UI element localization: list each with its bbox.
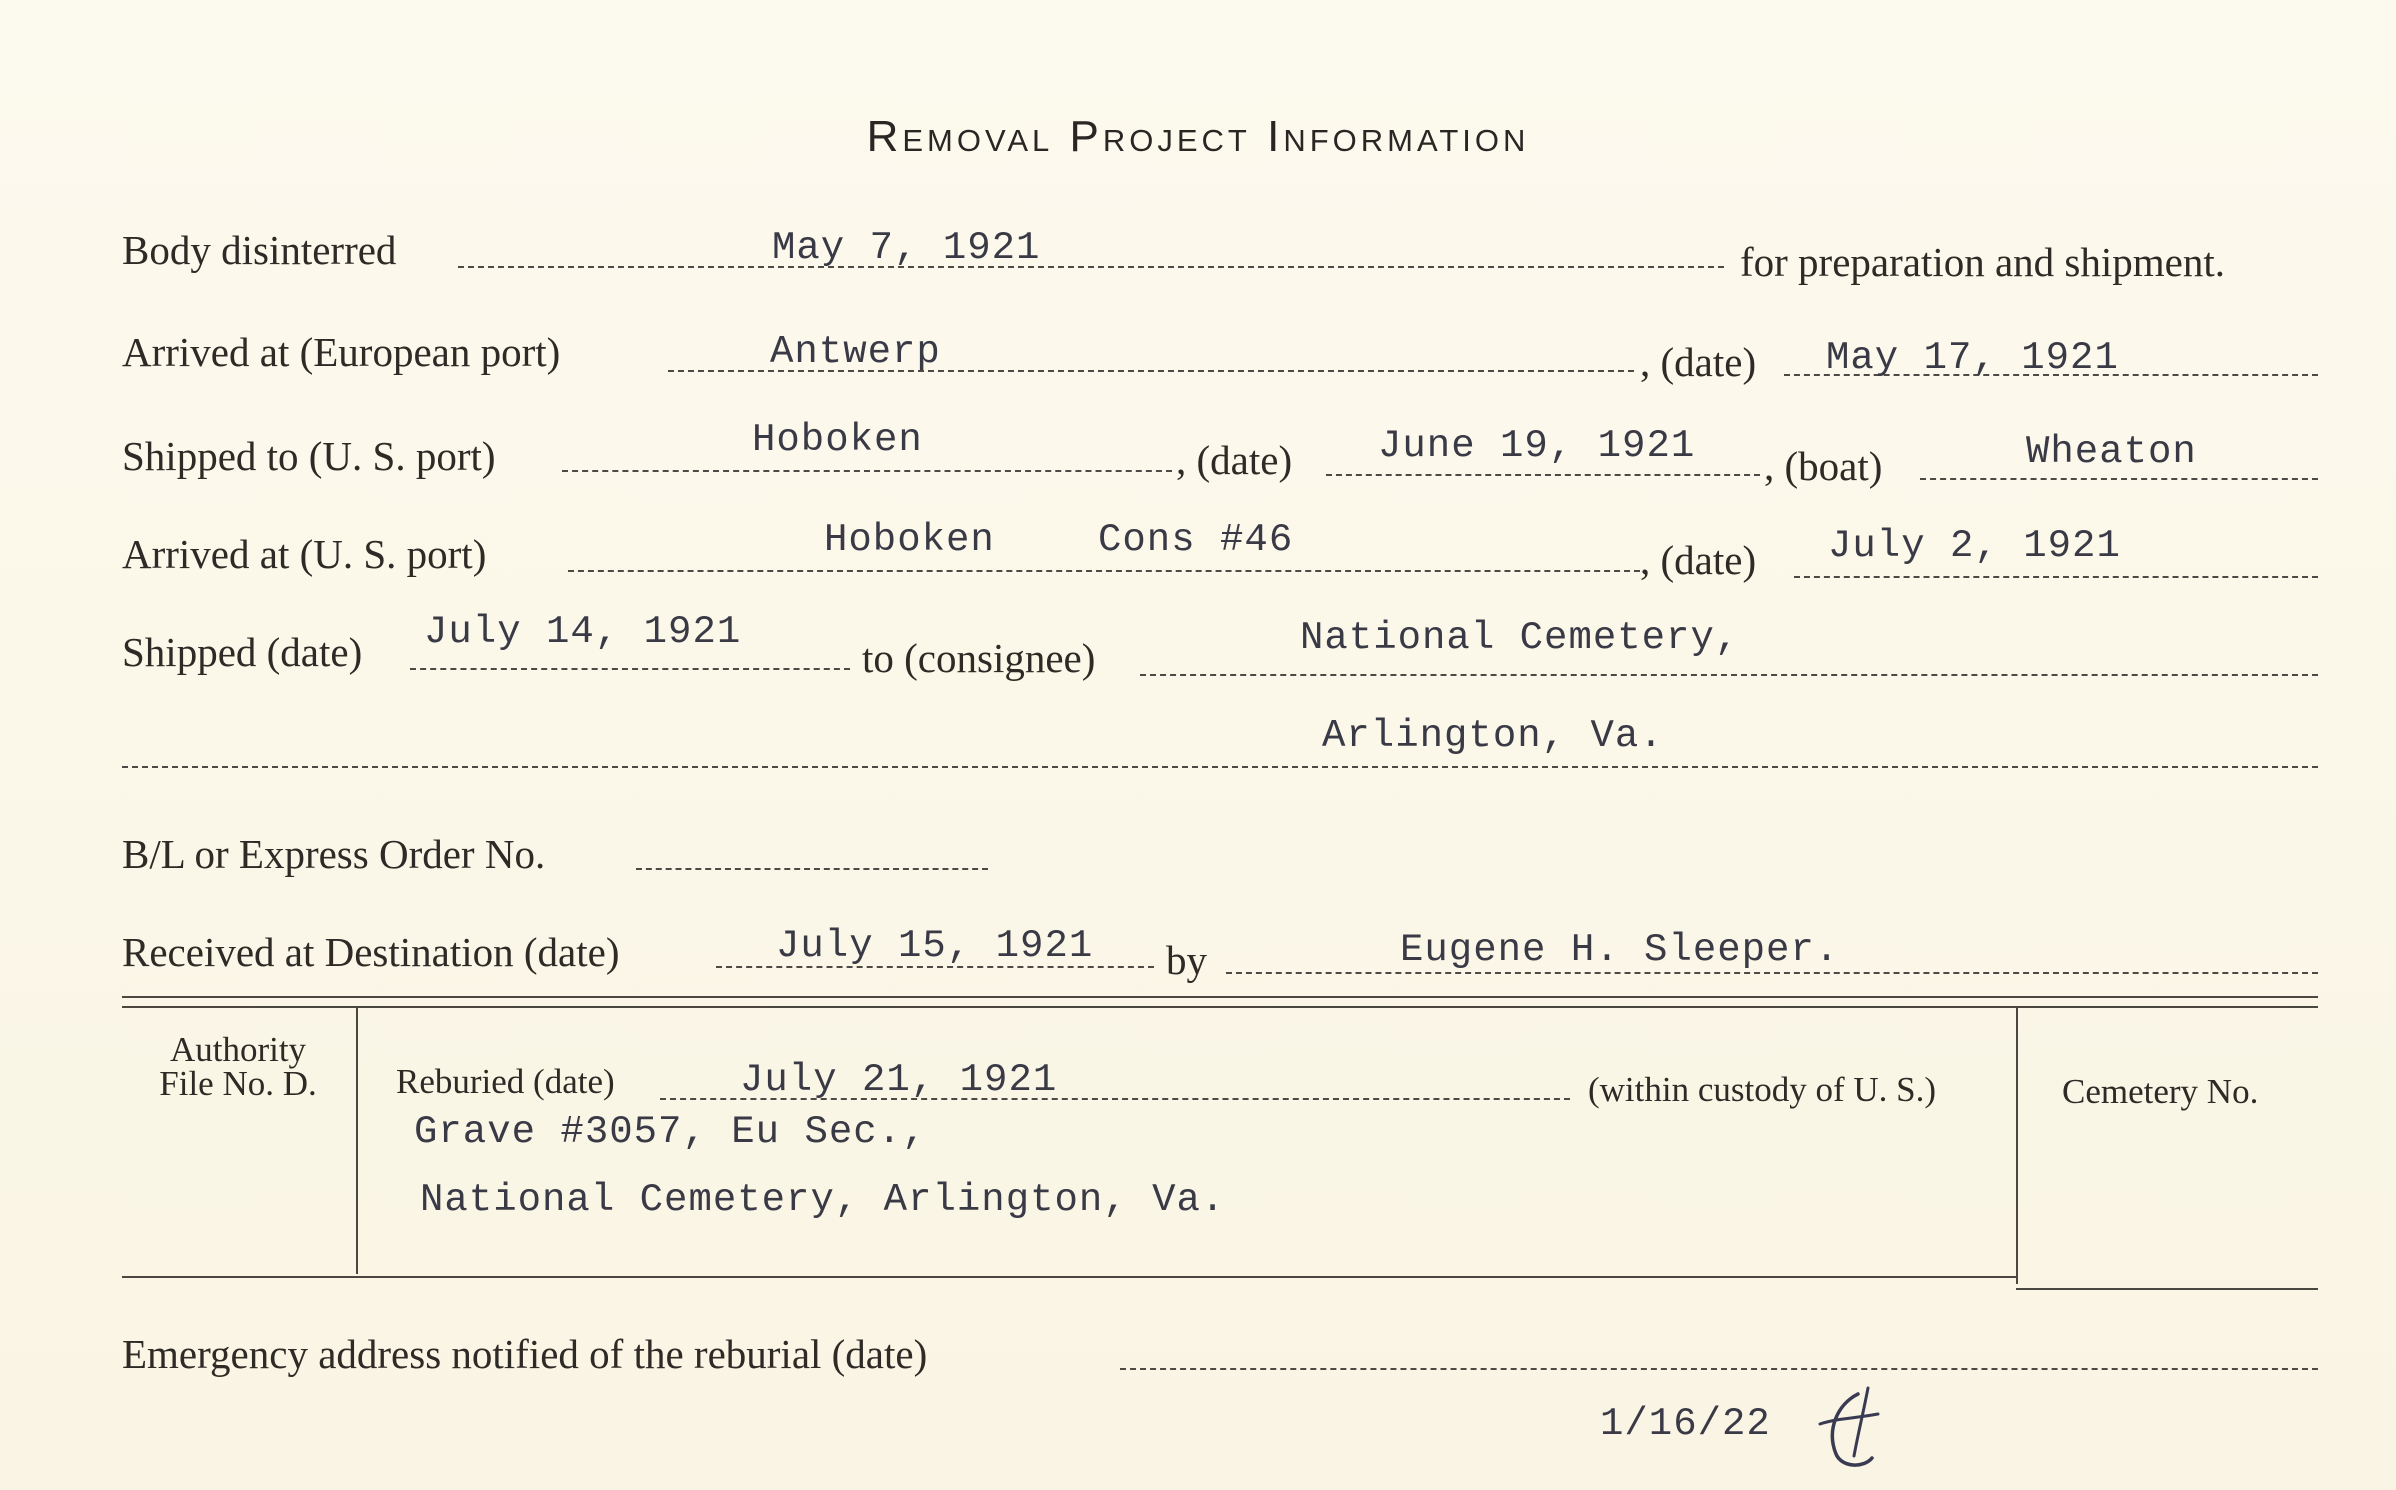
location-text: National Cemetery, Arlington, Va. — [420, 1178, 1226, 1222]
arrived-europe-date: May 17, 1921 — [1826, 336, 2119, 380]
box-divider-left — [356, 1006, 358, 1274]
emergency-label: Emergency address notified of the reburial (date) — [122, 1331, 928, 1377]
shipped-us-label: Shipped to (U. S. port) — [122, 433, 496, 479]
consignee-line-2 — [122, 766, 2318, 768]
shipped-date-line — [410, 668, 850, 670]
received-date: July 15, 1921 — [776, 924, 1094, 968]
consignee-line2: Arlington, Va. — [1322, 714, 1664, 758]
shipped-label: Shipped (date) — [122, 629, 363, 675]
arrived-europe-date-label: , (date) — [1640, 339, 1757, 385]
arrived-europe-port: Antwerp — [770, 330, 941, 374]
received-by-label: by — [1166, 937, 1207, 983]
arrived-europe-label: Arrived at (European port) — [122, 329, 561, 375]
grave-text: Grave #3057, Eu Sec., — [414, 1110, 927, 1154]
custody-label: (within custody of U. S.) — [1588, 1070, 1937, 1109]
shipped-us-date: June 19, 1921 — [1378, 424, 1696, 468]
stamp-date: 1/16/22 — [1600, 1402, 1771, 1446]
bl-label: B/L or Express Order No. — [122, 831, 546, 877]
disinterred-suffix: for preparation and shipment. — [1740, 239, 2226, 285]
shipped-date: July 14, 1921 — [424, 610, 742, 654]
shipped-us-line — [562, 470, 1172, 472]
arrived-us-line — [568, 570, 1640, 572]
consignee-line1: National Cemetery, — [1300, 616, 1740, 660]
box-bottom-rule — [122, 1276, 2018, 1278]
received-label: Received at Destination (date) — [122, 929, 620, 975]
shipped-us-boat-label: , (boat) — [1764, 443, 1883, 489]
shipped-us-date-label: , (date) — [1176, 437, 1293, 483]
box-bottom-rule-right — [2016, 1288, 2318, 1290]
authority-file-label: File No. D. — [159, 1064, 317, 1103]
received-by-line — [1226, 972, 2318, 974]
arrived-us-date: July 2, 1921 — [1828, 524, 2121, 568]
reburied-date: July 21, 1921 — [740, 1058, 1058, 1102]
received-by: Eugene H. Sleeper. — [1400, 928, 1840, 972]
box-divider-right — [2016, 1008, 2018, 1284]
divider-rule-top — [122, 996, 2318, 998]
shipped-us-boat-line — [1920, 478, 2318, 480]
bl-line — [636, 868, 988, 870]
card-title: Removal Project Information — [866, 112, 1530, 161]
consignee-label: to (consignee) — [862, 635, 1096, 681]
disinterred-line — [458, 266, 1724, 268]
initials-signature — [1808, 1384, 1888, 1474]
reburied-label: Reburied (date) — [396, 1062, 615, 1101]
arrived-us-cons: Cons #46 — [1098, 518, 1294, 562]
shipped-us-boat: Wheaton — [2026, 430, 2197, 474]
shipped-us-date-line — [1326, 474, 1760, 476]
emergency-line — [1120, 1368, 2318, 1370]
authority-label: Authority — [169, 1030, 307, 1069]
disinterred-value: May 7, 1921 — [772, 226, 1041, 270]
disinterred-label: Body disinterred — [122, 227, 397, 273]
arrived-us-port: Hoboken — [824, 518, 995, 562]
divider-rule-double — [122, 1006, 2318, 1008]
cemetery-no-label: Cemetery No. — [2062, 1072, 2259, 1111]
shipped-us-port: Hoboken — [752, 418, 923, 462]
arrived-us-date-label: , (date) — [1640, 537, 1757, 583]
arrived-us-date-line — [1794, 576, 2318, 578]
consignee-line — [1140, 674, 2318, 676]
arrived-us-label: Arrived at (U. S. port) — [122, 531, 487, 577]
